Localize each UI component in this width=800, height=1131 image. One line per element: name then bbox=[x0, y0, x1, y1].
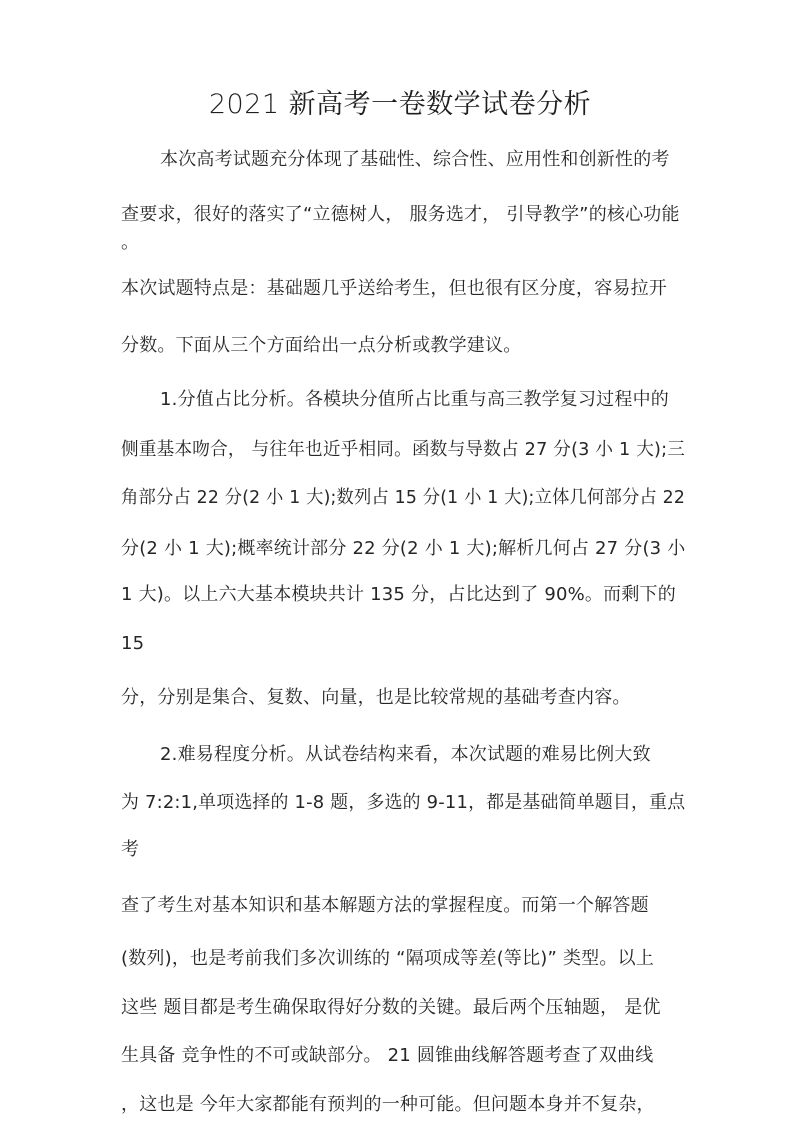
paragraph-line: 生具备 竞争性的不可或缺部分。 21 圆锥曲线解答题考查了双曲线 bbox=[121, 1045, 654, 1066]
paragraph-line: (数列)，也是考前我们多次训练的 “隔项成等差(等比)” 类型。以上 bbox=[121, 948, 654, 969]
paragraph-line: 侧重基本吻合， 与往年也近乎相同。函数与导数占 27 分(3 小 1 大);三 bbox=[121, 439, 686, 460]
document-title: 2021 新高考一卷数学试卷分析 bbox=[208, 89, 592, 120]
paragraph-line: 考 bbox=[121, 839, 140, 860]
paragraph-line: 查了考生对基本知识和基本解题方法的掌握程度。而第一个解答题 bbox=[121, 895, 649, 916]
paragraph-line: 。 bbox=[121, 232, 140, 253]
paragraph-line: 1.分值占比分析。各模块分值所占比重与高三教学复习过程中的 bbox=[160, 389, 669, 410]
paragraph-line: 这些 题目都是考生确保取得好分数的关键。最后两个压轴题， 是优 bbox=[121, 997, 661, 1018]
paragraph-line: 为 7:2:1,单项选择的 1-8 题，多选的 9-11，都是基础简单题目，重点 bbox=[121, 792, 686, 813]
paragraph-line: 本次高考试题充分体现了基础性、综合性、应用性和创新性的考 bbox=[160, 149, 670, 170]
paragraph-line: ，这也是 今年大家都能有预判的一种可能。但问题本身并不复杂， bbox=[121, 1094, 655, 1115]
paragraph-line: 2.难易程度分析。从试卷结构来看，本次试题的难易比例大致 bbox=[160, 744, 651, 765]
paragraph-line: 分(2 小 1 大);概率统计部分 22 分(2 小 1 大);解析几何占 27 分(3 小 bbox=[121, 538, 686, 559]
paragraph-line: 分，分别是集合、复数、向量，也是比较常规的基础考查内容。 bbox=[121, 687, 631, 708]
paragraph-line: 分数。下面从三个方面给出一点分析或教学建议。 bbox=[121, 335, 522, 356]
paragraph-line: 查要求，很好的落实了“立德树人， 服务选才， 引导教学”的核心功能 bbox=[121, 204, 680, 225]
paragraph-line: 1 大)。以上六大基本模块共计 135 分，占比达到了 90%。而剩下的 bbox=[121, 584, 676, 605]
paragraph-line: 本次试题特点是：基础题几乎送给考生，但也很有区分度，容易拉开 bbox=[121, 278, 667, 299]
paragraph-line: 角部分占 22 分(2 小 1 大);数列占 15 分(1 小 1 大);立体几何部分占 22 bbox=[121, 487, 686, 508]
paragraph-line: 15 bbox=[121, 633, 145, 654]
